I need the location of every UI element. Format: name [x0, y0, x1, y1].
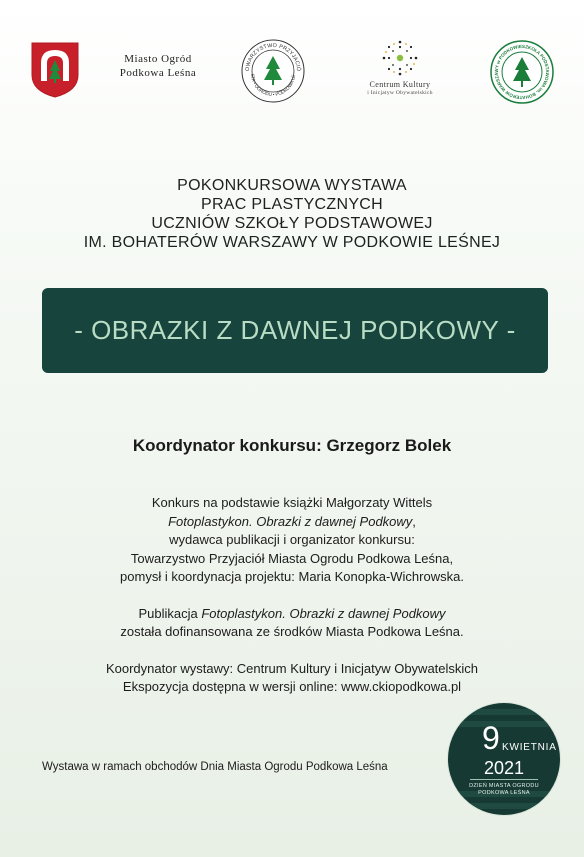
- badge-month: KWIETNIA: [502, 742, 557, 753]
- city-crest-icon: [30, 41, 80, 99]
- credits-paragraph-2: [0, 605, 584, 642]
- banner-title: - OBRAZKI Z DAWNEJ PODKOWY -: [74, 315, 516, 345]
- credits-paragraph-3: [0, 660, 584, 697]
- date-badge: [448, 703, 560, 815]
- badge-description: [462, 783, 546, 797]
- city-name-line1: Miasto Ogród: [124, 53, 192, 65]
- badge-divider: [470, 779, 538, 780]
- credits-p1-line1: Konkurs na podstawie książki Małgorzaty Wittels: [151, 495, 433, 510]
- badge-desc-line2: PODKOWA LEŚNA: [478, 790, 530, 796]
- badge-day: 9: [482, 720, 500, 756]
- heading-line2: PRAC PLASTYCZNYCH: [200, 196, 384, 213]
- heading-line1: POKONKURSOWA WYSTAWA: [177, 177, 407, 194]
- society-seal-bottom-text: STA • OGRODU • PODKOWA LE: [249, 73, 297, 98]
- title-banner: [42, 288, 548, 373]
- credits-p3-line1: Koordynator wystawy: Centrum Kultury i Inicjatyw Obywatelskich: [105, 660, 479, 676]
- school-seal-icon: [490, 40, 554, 104]
- heading-line4: IM. BOHATERÓW WARSZAWY W PODKOWIE LEŚNEJ: [83, 234, 501, 251]
- culture-center-subtitle: i Inicjatyw Obywatelskich: [367, 90, 433, 96]
- credits-p1-line5: pomysł i koordynacja projektu: Maria Konopka-Wichrowska.: [120, 569, 464, 584]
- culture-center-name: Centrum Kultury: [369, 80, 431, 89]
- credits-text: [0, 494, 584, 715]
- credits-p2-line1: [0, 605, 584, 624]
- publication-title: Fotoplastykon. Obrazki z dawnej Podkowy: [201, 605, 446, 621]
- book-title-comma: ,: [412, 513, 416, 529]
- heading-line3: UCZNIÓW SZKOŁY PODSTAWOWEJ: [151, 215, 433, 232]
- badge-desc-line1: DZIEŃ MIASTA OGRODU: [469, 783, 539, 789]
- school-seal-text: SZKOŁA PODSTAWOWA im. BOHATERÓW WARSZAWY w PODKOWIE: [493, 43, 551, 101]
- credits-p2-line2: została dofinansowana ze środków Miasta Podkowa Leśna.: [120, 624, 464, 639]
- credits-p1-line2: [0, 513, 584, 532]
- credits-p1-line3: wydawca publikacji i organizator konkursu:: [169, 532, 415, 547]
- city-name-line2: Podkowa Leśna: [119, 67, 197, 79]
- friends-society-seal-icon: [240, 38, 306, 104]
- credits-p2-prefix: Publikacja: [138, 605, 202, 621]
- footer-note: Wystawa w ramach obchodów Dnia Miasta Ogrodu Podkowa Leśna: [42, 761, 388, 773]
- credits-p1-line4: Towarzystwo Przyjaciół Miasta Ogrodu Podkowa Leśna,: [130, 550, 454, 566]
- exhibition-heading: [0, 176, 584, 252]
- badge-year: 2021: [483, 758, 525, 778]
- contest-coordinator: Koordynator konkursu: Grzegorz Bolek: [132, 436, 452, 455]
- culture-center-logo: [360, 38, 440, 100]
- logo-bar: [0, 36, 584, 106]
- culture-center-star-icon: [380, 38, 420, 78]
- book-title: Fotoplastykon. Obrazki z dawnej Podkowy: [168, 513, 413, 529]
- credits-p3-line2: Ekspozycja dostępna w wersji online: www.ckiopodkowa.pl: [122, 679, 462, 694]
- city-name: [106, 52, 210, 80]
- society-seal-top-text: OWARZYSTWO PRZYJACIÓ: [244, 42, 302, 72]
- credits-paragraph-1: [0, 494, 584, 587]
